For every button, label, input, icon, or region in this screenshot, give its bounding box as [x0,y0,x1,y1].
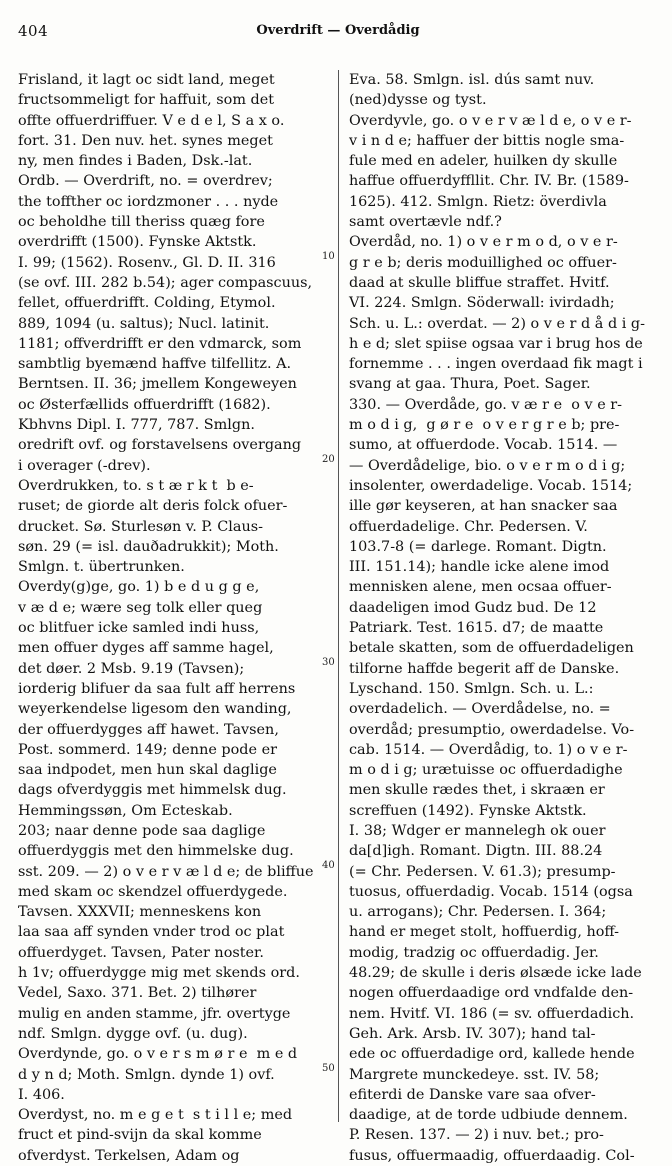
text-line: (se ovf. III. 282 b.54); ager compascuus, [18,274,313,291]
text-line: modig, tradzig oc offuerdadig. Jer. [349,944,599,961]
text-line: weyerkendelse ligesom den wanding, [18,701,292,718]
text-line: oc beholdhe till theriss quæg fore [18,214,265,231]
text-line: Kbhvns Dipl. I. 777, 787. Smlgn. [18,417,255,434]
text-line: Overdåd, no. 1) o v e r m o d, o v e r- [349,234,618,251]
text-line: Geh. Ark. Arsb. IV. 307); hand tal- [349,1025,596,1042]
text-line: dags ofverdyggis met himmelsk dug. [18,782,287,799]
text-line: ede oc offuerdadige ord, kallede hende [349,1046,635,1063]
text-line: h e d; slet spiise ogsaa var i brug hos de [349,335,643,352]
text-line: P. Resen. 137. — 2) i nuv. bet.; pro- [349,1127,604,1144]
text-line: fule med en adeler, huilken dy skulle [349,153,618,170]
text-line: insolenter, owerdadelige. Vocab. 1514; [349,477,633,494]
text-line: haffue offuerdyffllit. Chr. IV. Br. (1589- [349,173,629,190]
text-line: der offuerdygges aff hawet. Tavsen, [18,721,279,738]
text-line: Patriark. Test. 1615. d7; de maatte [349,620,604,637]
text-line: — Overdådelige, bio. o v e r m o d i g; [349,457,626,474]
text-line: offte offuerdriffuer. V e d e l, S a x o. [18,112,285,129]
text-line: fort. 31. Den nuv. het. synes meget [18,132,273,149]
text-line: mennisken alene, men ocsaa offuer- [349,579,612,596]
text-line: samt overtævle ndf.? [349,214,502,231]
text-line: 1181; offverdrifft er den vdmarck, som [18,335,302,352]
text-line: Overdrukken, to. s t æ r k t b e- [18,477,254,494]
line-marker: 40 [322,860,335,871]
text-line: Lyschand. 150. Smlgn. Sch. u. L.: [349,680,594,697]
text-line: Overdynde, go. o v e r s m ø r e m e d [18,1046,298,1063]
text-line: ndf. Smlgn. dygge ovf. (u. dug). [18,1025,248,1042]
text-line: ruset; de giorde alt deris folck ofuer- [18,498,288,515]
text-line: u. arrogans); Chr. Pedersen. I. 364; [349,904,607,921]
text-line: overdrifft (1500). Fynske Aktstk. [18,234,257,251]
text-line: sumo, at offuerdode. Vocab. 1514. — [349,437,618,454]
text-line: Vedel, Saxo. 371. Bet. 2) tilhører [18,985,257,1002]
page-header [18,22,658,42]
text-line: daadige, at de torde udbiude dennem. [349,1107,628,1124]
column-rule [338,70,339,1122]
text-line: 103.7-8 (= darlege. Romant. Digtn. [349,538,607,555]
text-line: med skam oc skendzel offuerdygede. [18,883,288,900]
text-line: 203; naar denne pode saa daglige [18,822,266,839]
left-column [18,70,330,1166]
text-line: offuerdyggis met den himmelske dug. [18,843,294,860]
text-line: men offuer dyges aff samme hagel, [18,640,274,657]
text-line: Overdy(g)ge, go. 1) b e d u g g e, [18,579,260,596]
line-marker: 30 [322,657,335,668]
text-line: oredrift ovf. og forstavelsens overgang [18,437,302,454]
line-marker: 50 [322,1063,335,1074]
text-line: Eva. 58. Smlgn. isl. dús samt nuv. [349,72,595,88]
text-line: daad at skulle bliffue straffet. Hvitf. [349,274,610,291]
text-line: ofverdyst. Terkelsen, Adam og [18,1147,240,1164]
text-line: 48.29; de skulle i deris ølsæde icke lade [349,965,642,982]
text-line: hand er meget stolt, hoffuerdig, hoff- [349,924,619,941]
right-column [349,70,662,1166]
text-line: Sch. u. L.: overdat. — 2) o v e r d å d i g- [349,315,645,332]
text-line: oc blitfuer icke samled indi huss, [18,620,260,637]
text-line: the toffther oc iordzmoner . . . nyde [18,193,279,210]
text-line: sst. 209. — 2) o v e r v æ l d e; de bliffue [18,863,314,880]
text-line: m o d i g; urætuisse oc offuerdadighe [349,762,623,779]
text-line: I. 99; (1562). Rosenv., Gl. D. II. 316 [18,254,276,271]
text-line: overdåd; presumptio, owerdadelse. Vo- [349,721,635,738]
text-line: svang at gaa. Thura, Poet. Sager. [349,376,591,393]
text-line: d y n d; Moth. Smlgn. dynde 1) ovf. [18,1066,275,1083]
text-line: VI. 224. Smlgn. Söderwall: ivirdadh; [349,295,615,312]
text-line: mulig en anden stamme, jfr. overtyge [18,1005,291,1022]
text-line: ille gør keyseren, at han snacker saa [349,498,618,515]
text-line: h 1v; offuerdygge mig met skends ord. [18,965,300,982]
text-line: 889, 1094 (u. saltus); Nucl. latinit. [18,315,270,332]
text-line: m o d i g, g ø r e o v e r g r e b; pre- [349,417,620,434]
text-line: Smlgn. t. übertrunken. [18,559,185,576]
text-line: det døer. 2 Msb. 9.19 (Tavsen); [18,660,245,677]
text-line: fusus, offuermaadig, offuerdaadig. Col- [349,1147,635,1164]
text-line: laa saa aff synden vnder trod oc plat [18,924,285,941]
text-line: søn. 29 (= isl. dauðadrukkit); Moth. [18,538,279,555]
text-line: nem. Hvitf. VI. 186 (= sv. offuerdadich. [349,1005,635,1022]
text-line: Frisland, it lagt oc sidt land, meget [18,72,275,88]
text-line: Margrete munckedeye. sst. IV. 58; [349,1066,600,1083]
text-line: screffuen (1492). Fynske Aktstk. [349,802,587,819]
text-line: nogen offuerdaadige ord vndfalde den- [349,985,634,1002]
text-line: da[d]igh. Romant. Digtn. III. 88.24 [349,843,603,860]
line-marker: 10 [322,251,335,262]
line-marker: 20 [322,454,335,465]
text-line: fornemme . . . ingen overdaad fik magt i [349,356,643,373]
text-line: (= Chr. Pedersen. V. 61.3); presump- [349,863,616,880]
text-line: Hemmingssøn, Om Ecteskab. [18,802,233,819]
text-line: cab. 1514. — Overdådig, to. 1) o v e r- [349,741,628,758]
text-line: I. 406. [18,1086,65,1103]
text-line: Post. sommerd. 149; denne pode er [18,741,277,758]
running-head: Overdrift — Overdådig [256,23,420,38]
text-line: sambtlig byemænd haffve tilfellitz. A. [18,356,292,373]
text-line: 330. — Overdåde, go. v æ r e o v e r- [349,396,623,413]
text-line: betale skatten, som de offuerdadeligen [349,640,634,657]
text-line: I. 38; Wdger er mannelegh ok ouer [349,822,606,839]
text-line: ny, men findes i Baden, Dsk.-lat. [18,153,253,170]
text-line: v æ d e; wære seg tolk eller queg [18,599,263,616]
text-line: daadeligen imod Gudz bud. De 12 [349,599,597,616]
text-line: offuerdadelige. Chr. Pedersen. V. [349,518,588,535]
text-line: i overager (-drev). [18,457,151,474]
text-line: Ordb. — Overdrift, no. = overdrev; [18,173,273,190]
text-line: Overdyst, no. m e g e t s t i l l e; med [18,1107,293,1124]
text-line: overdadelich. — Overdådelse, no. = [349,701,611,718]
text-line: tuosus, offuerdadig. Vocab. 1514 (ogsa [349,883,633,900]
text-line: efiterdi de Danske vare saa ofver- [349,1086,596,1103]
text-line: iorderig blifuer da saa fult aff herrens [18,680,296,697]
text-line: 1625). 412. Smlgn. Rietz: överdivla [349,193,607,210]
text-line: offuerdyget. Tavsen, Pater noster. [18,944,264,961]
text-line: III. 151.14); handle icke alene imod [349,559,610,576]
text-line: Overdyvle, go. o v e r v æ l d e, o v e r- [349,112,632,129]
text-line: drucket. Sø. Sturlesøn v. P. Claus- [18,518,263,535]
text-line: fellet, offuerdrifft. Colding, Etymol. [18,295,276,312]
text-line: fruct et pind-svijn da skal komme [18,1127,262,1144]
text-line: Tavsen. XXXVII; menneskens kon [18,904,262,921]
text-line: (ned)dysse og tyst. [349,92,487,109]
text-line: tilforne haffde begerit aff de Danske. [349,660,620,677]
page-number: 404 [18,22,49,40]
text-line: saa indpodet, men hun skal daglige [18,762,277,779]
text-line: oc Østerfællids offuerdrifft (1682). [18,396,271,413]
text-line: fructsommeligt for haffuit, som det [18,92,275,109]
text-line: Berntsen. II. 36; jmellem Kongeweyen [18,376,297,393]
text-line: men skulle rædes thet, i skraæn er [349,782,605,799]
text-line: g r e b; deris moduillighed oc offuer- [349,254,617,271]
text-line: v i n d e; haffuer der bittis nogle sma- [349,132,625,149]
